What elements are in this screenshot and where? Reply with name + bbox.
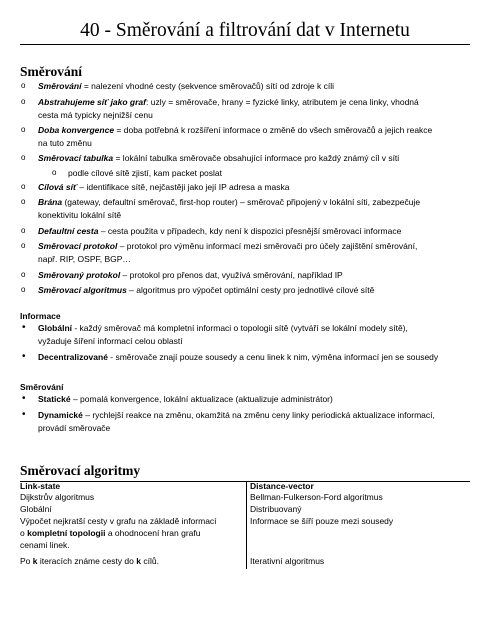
table-cell: Distribuovaný bbox=[250, 504, 302, 514]
list-item: Abstrahujeme síť jako graf: uzly = směrovače, hrany = fyzické linky, atributem je cena linky, vhodná cesta má typicky nejnižší cenu bbox=[38, 97, 419, 120]
list-item: Brána (gateway, defaultní směrovač, first-hop router) – směrovač připojený v lokální síti, zabezpečuje konektivitu lokální sítě bbox=[38, 197, 421, 220]
column-header-distance-vector: Distance-vector bbox=[250, 481, 314, 491]
list-item: Směrovaný protokol – protokol pro přenos dat, využívá směrování, například IP bbox=[38, 270, 343, 280]
circle-bullet-icon: o bbox=[21, 81, 26, 90]
list-item: Směrování = nalezení vhodné cesty (sekvence směrovačů) sítí od zdroje k cíli bbox=[38, 81, 334, 91]
list-item: Decentralizované - směrovače znají pouze sousedy a cenu linek k nim, výměna informací jen se sousedy bbox=[38, 352, 439, 362]
column-header-link-state: Link-state bbox=[20, 481, 61, 491]
bullet-dot-icon: • bbox=[22, 393, 26, 404]
table-cell: Po k iteracích známe cesty do k cílů. bbox=[20, 556, 159, 566]
list-subitem: podle cílové sítě zjistí, kam packet poslat bbox=[68, 168, 223, 178]
list-item: Statické – pomalá konvergence, lokální aktualizace (aktualizuje administrátor) bbox=[38, 394, 333, 404]
page-title: 40 - Směrování a filtrování dat v Internetu bbox=[80, 20, 410, 41]
section-heading-smerovani-types: Směrování bbox=[20, 382, 64, 392]
circle-bullet-icon: o bbox=[21, 285, 26, 294]
table-cell: Globální bbox=[20, 504, 52, 514]
list-item: Směrovací algoritmus – algoritmus pro výpočet optimální cesty pro jednotlivé cílové sítě bbox=[38, 285, 375, 295]
table-cell: Dijkstrův algoritmus bbox=[20, 492, 95, 502]
list-item: Směrovací protokol – protokol pro výměnu informací mezi směrovači pro účely zajištění směrování, např. RIP, OSPF, BGP… bbox=[38, 241, 418, 264]
sub-circle-bullet-icon: o bbox=[52, 168, 57, 177]
bullet-dot-icon: • bbox=[22, 351, 26, 362]
title-underline bbox=[20, 44, 470, 45]
circle-bullet-icon: o bbox=[21, 97, 26, 106]
bullet-dot-icon: • bbox=[22, 409, 26, 420]
table-cell: Bellman-Fulkerson-Ford algoritmus bbox=[250, 492, 383, 502]
bullet-dot-icon: • bbox=[22, 322, 26, 333]
list-item: Defaultní cesta – cesta použita v případech, kdy není k dispozici přesnější směrovací informace bbox=[38, 226, 402, 236]
circle-bullet-icon: o bbox=[21, 226, 26, 235]
table-cell: Informace se šíří pouze mezi sousedy bbox=[250, 516, 394, 526]
circle-bullet-icon: o bbox=[21, 270, 26, 279]
section-heading-algorithms: Směrovací algoritmy bbox=[20, 463, 141, 478]
circle-bullet-icon: o bbox=[21, 153, 26, 162]
list-item: Doba konvergence = doba potřebná k rozšíření informace o změně do všech směrovačů a jejich reakce na tuto změnu bbox=[38, 125, 433, 148]
list-item: Cílová síť – identifikace sítě, nejčastěji jako její IP adresa a maska bbox=[38, 182, 290, 192]
circle-bullet-icon: o bbox=[21, 241, 26, 250]
section-heading-informace: Informace bbox=[20, 311, 61, 321]
algorithms-table bbox=[20, 481, 470, 571]
table-cell: Iterativní algoritmus bbox=[250, 556, 325, 566]
section-heading-smerovani: Směrování bbox=[20, 64, 83, 79]
list-item: Směrovací tabulka = lokální tabulka směrovače obsahující informace pro každý známý cíl v síti bbox=[38, 153, 400, 163]
list-item: Globální - každý směrovač má kompletní informaci o topologii sítě (vytváří se lokální modely sítě), vyžaduje šíření informací celou oblastí bbox=[38, 323, 408, 346]
list-item: Dynamické – rychlejší reakce na změnu, okamžitá na změnu ceny linky periodická aktualizace informací, provádí směrovače bbox=[38, 410, 435, 433]
circle-bullet-icon: o bbox=[21, 125, 26, 134]
circle-bullet-icon: o bbox=[21, 182, 26, 191]
table-cell: o kompletní topologii a ohodnocení hran grafu bbox=[20, 528, 201, 538]
table-cell: cenami linek. bbox=[20, 540, 70, 550]
circle-bullet-icon: o bbox=[21, 197, 26, 206]
table-cell: Výpočet nejkratší cesty v grafu na základě informací bbox=[20, 516, 217, 526]
